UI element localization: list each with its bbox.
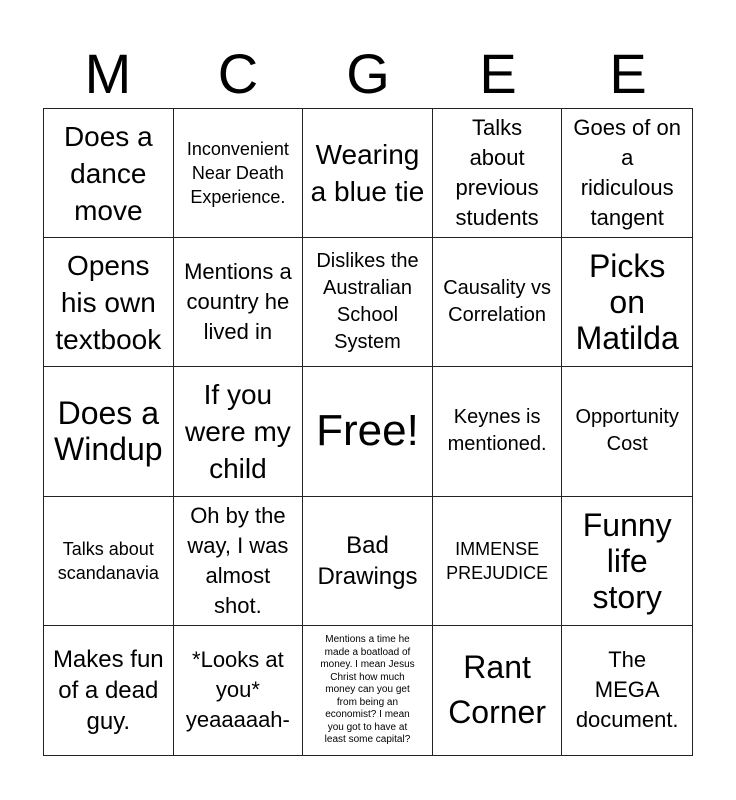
cell-text: Talks about previous students — [455, 115, 539, 231]
cell-text: Inconvenient Near Death Experience. — [186, 139, 289, 208]
cell-text: Funny life story — [582, 506, 672, 615]
bingo-cell[interactable] — [44, 626, 174, 755]
bingo-cell[interactable] — [44, 367, 174, 496]
bingo-cell[interactable] — [562, 367, 692, 496]
cell-text: Keynes is mentioned. — [447, 406, 547, 456]
cell-text: Mentions a country he lived in — [184, 259, 292, 345]
cell-text: Dislikes the Australian School System — [316, 250, 419, 354]
header-letter-5: E — [609, 42, 647, 105]
bingo-cell[interactable] — [44, 109, 174, 238]
bingo-cell[interactable] — [44, 238, 174, 367]
bingo-cell[interactable] — [433, 109, 563, 238]
bingo-cell[interactable] — [303, 367, 433, 496]
cell-text: Goes of on a ridiculous tangent — [573, 115, 681, 231]
bingo-cell[interactable] — [433, 626, 563, 755]
bingo-board — [43, 108, 693, 756]
bingo-cell[interactable] — [433, 497, 563, 626]
bingo-cell[interactable] — [303, 238, 433, 367]
cell-text: Bad Drawings — [317, 531, 418, 590]
bingo-cell[interactable] — [44, 497, 174, 626]
bingo-cell[interactable] — [562, 626, 692, 755]
cell-text: Opportunity Cost — [575, 406, 679, 456]
cell-text: Talks about scandanavia — [57, 538, 159, 583]
bingo-cell[interactable] — [174, 367, 304, 496]
bingo-cell[interactable] — [303, 497, 433, 626]
bingo-cell[interactable] — [174, 238, 304, 367]
cell-text: Oh by the way, I was almost shot. — [187, 502, 289, 618]
cell-text: Does a Windup — [54, 395, 163, 468]
free-space: Free! — [316, 406, 419, 456]
header-letter-1: M — [84, 42, 132, 105]
bingo-cell[interactable] — [174, 626, 304, 755]
cell-text: Causality vs Correlation — [443, 277, 551, 327]
header-letter-2: C — [217, 42, 259, 105]
bingo-cell[interactable] — [433, 367, 563, 496]
bingo-header — [43, 42, 693, 106]
bingo-cell[interactable] — [562, 497, 692, 626]
cell-text: *Looks at you* yeaaaaah- — [185, 647, 290, 733]
header-letter-4: E — [479, 42, 517, 105]
cell-text: Mentions a time he made a boatload of money. I mean Jesus Christ how much money can you get from being an economist? I mean you got to have at least some capital? — [320, 634, 415, 746]
cell-text: Picks on Matilda — [575, 248, 679, 357]
bingo-cell[interactable] — [174, 109, 304, 238]
bingo-cell[interactable] — [303, 109, 433, 238]
cell-text: If you were my child — [184, 378, 291, 484]
cell-text: IMMENSE PREJUDICE — [446, 538, 549, 583]
bingo-cell[interactable] — [433, 238, 563, 367]
header-letter-3: G — [346, 42, 390, 105]
cell-text: Wearing a blue tie — [310, 139, 425, 208]
bingo-cell[interactable] — [562, 238, 692, 367]
cell-text: Makes fun of a dead guy. — [52, 645, 164, 735]
cell-text: Does a dance move — [63, 120, 153, 226]
bingo-cell[interactable] — [562, 109, 692, 238]
cell-text: Rant Corner — [448, 649, 546, 731]
cell-text: The MEGA document. — [575, 647, 679, 733]
cell-text: Opens his own textbook — [55, 249, 162, 355]
bingo-cell[interactable] — [174, 497, 304, 626]
bingo-cell[interactable] — [303, 626, 433, 755]
